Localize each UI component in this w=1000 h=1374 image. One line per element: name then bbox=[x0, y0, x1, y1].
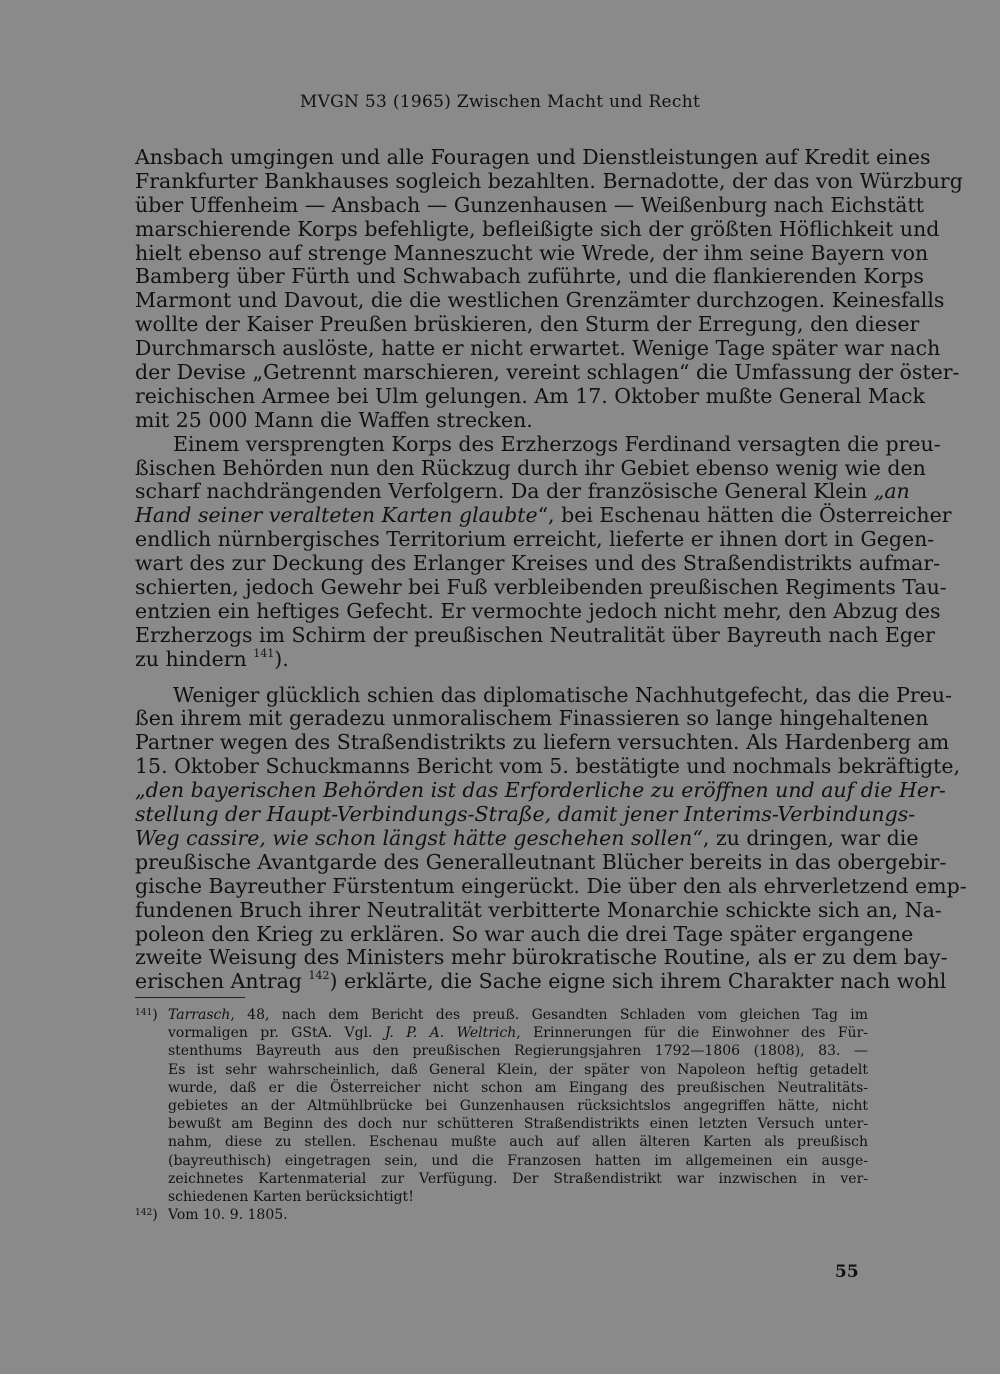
text-line: schierten, jedoch Gewehr bei Fuß verbleibenden preußischen Regiments Tau- bbox=[135, 575, 947, 600]
paragraph bbox=[135, 431, 952, 672]
footnote-line bbox=[135, 1024, 868, 1042]
italic-quote: Weg cassire, wie schon längst hätte geschehen sollen“ bbox=[135, 825, 703, 850]
text-line: ßen ihrem mit geradezu unmoralischem Finassieren so lange hingehaltenen bbox=[135, 706, 929, 731]
footnote-line: (bayreuthisch) eingetragen sein, und die Franzosen hatten im allgemeinen ein ausge- bbox=[168, 1152, 868, 1169]
footnote-number: $^{141}$) bbox=[135, 1007, 158, 1023]
footnote-line: stenthums Bayreuth aus den preußischen Regierungsjahren 1792—1806 (1808), 83. — bbox=[168, 1043, 868, 1060]
text-line: der Devise „Getrennt marschieren, vereint schlagen“ die Umfassung der öster- bbox=[135, 360, 960, 385]
text-span: zu hindern bbox=[135, 646, 247, 671]
text-line: Durchmarsch auslöste, hatte er nicht erwartet. Wenige Tage später war nach bbox=[135, 336, 941, 361]
italic-quote-line: stellung der Haupt-Verbindungs-Straße, damit jener Interims-Verbindungs- bbox=[135, 802, 916, 827]
text-span: scharf nachdrängenden Verfolgern. Da der französische General Klein bbox=[135, 479, 868, 504]
text-line: wollte der Kaiser Preußen brüskieren, den Sturm der Erregung, den dieser bbox=[135, 312, 920, 337]
text-line: über Uffenheim — Ansbach — Gunzenhausen — Weißenburg nach Eichstätt bbox=[135, 192, 924, 217]
footnotes bbox=[135, 1006, 868, 1224]
footnote-line: wurde, daß er die Österreicher nicht schon am Eingang des preußischen Neutralitäts- bbox=[168, 1079, 868, 1096]
text-line: Bamberg über Fürth und Schwabach zuführte, und die flankierenden Korps bbox=[135, 264, 924, 289]
text-line: fundenen Bruch ihrer Neutralität verbitterte Monarchie schickte sich an, Na- bbox=[135, 897, 942, 922]
paragraph bbox=[135, 682, 967, 995]
footnote-ref[interactable]: 142 bbox=[308, 969, 330, 983]
text-line: gische Bayreuther Fürstentum eingerückt. Die über den als ehrverletzend emp- bbox=[135, 873, 967, 898]
footnote-number-text: 141 bbox=[135, 1008, 153, 1018]
text-line: Einem versprengten Korps des Erzherzogs Ferdinand versagten die preu- bbox=[173, 431, 941, 456]
footnote-line: schiedenen Karten berücksichtigt! bbox=[168, 1188, 414, 1205]
text-line: wart des zur Deckung des Erlanger Kreises und des Straßendistrikts aufmar- bbox=[135, 551, 941, 576]
footnote-line: zeichnetes Kartenmaterial zur Verfügung. Der Straßendistrikt war inzwischen in ver- bbox=[168, 1170, 868, 1187]
text-line: reichischen Armee bei Ulm gelungen. Am 17. Oktober mußte General Mack bbox=[135, 383, 925, 408]
text-span: vormaligen pr. GStA. Vgl. bbox=[168, 1025, 373, 1042]
footnote-line: bewußt am Beginn des doch nur schütteren Straßendistrikts einen letzten Versuch unter- bbox=[168, 1116, 868, 1133]
text-line bbox=[135, 503, 952, 528]
text-line bbox=[135, 479, 910, 504]
text-line: ßischen Behörden nun den Rückzug durch ihr Gebiet ebenso wenig wie den bbox=[135, 455, 926, 480]
footnote-line: Es ist sehr wahrscheinlich, daß General Klein, der später von Napoleon heftig getadelt bbox=[168, 1061, 868, 1078]
text-line: Frankfurter Bankhauses sogleich bezahlten. Bernadotte, der das von Würzburg bbox=[135, 168, 963, 193]
footnote-separator bbox=[135, 997, 245, 998]
italic-quote: Hand seiner veralteten Karten glaubte bbox=[135, 503, 538, 528]
text-line: entzien ein heftiges Gefecht. Er vermochte jedoch nicht mehr, den Abzug des bbox=[135, 598, 941, 623]
text-line bbox=[135, 969, 947, 994]
running-head: MVGN 53 (1965) Zwischen Macht und Recht bbox=[299, 92, 701, 112]
text-line: endlich nürnbergisches Territorium erreicht, lieferte er ihnen dort in Gegen- bbox=[135, 527, 935, 552]
text-line: mit 25 000 Mann die Waffen strecken. bbox=[135, 407, 533, 432]
text-line: preußische Avantgarde des Generalleutnant Blücher bereits in das obergebir- bbox=[135, 849, 947, 874]
text-line: Weniger glücklich schien das diplomatische Nachhutgefecht, das die Preu- bbox=[173, 682, 952, 707]
text-line: poleon den Krieg zu erklären. So war auch die drei Tage später ergangene bbox=[135, 921, 914, 946]
text-span: , 48, nach dem Bericht des preuß. Gesandten Schladen vom gleichen Tag im bbox=[230, 1007, 868, 1023]
footnote-number: $^{142}$) bbox=[135, 1207, 158, 1224]
footnote-ref[interactable]: 141 bbox=[253, 646, 275, 660]
text-span: Vom 10. 9. 1805. bbox=[168, 1207, 288, 1224]
paragraph-gap bbox=[135, 672, 868, 684]
text-span: erischen Antrag bbox=[135, 969, 302, 994]
paragraph bbox=[135, 145, 963, 433]
footnote-line bbox=[135, 1206, 868, 1224]
footnote-line: gebietes an der Altmühlbrücke bei Gunzenhausen rücksichtslos angegriffen hätte, nicht bbox=[168, 1097, 868, 1114]
author-name: J. P. A. Weltrich bbox=[384, 1025, 517, 1042]
text-line: Erzherzogs im Schirm der preußischen Neutralität über Bayreuth nach Eger bbox=[135, 622, 935, 647]
author-name: Tarrasch bbox=[168, 1007, 231, 1023]
footnote-line: nahm, diese zu stellen. Eschenau mußte auch auf allen älteren Karten als preußisch bbox=[168, 1134, 868, 1151]
text-line: zweite Weisung des Ministers mehr bürokratische Routine, als er zu dem bay- bbox=[135, 945, 948, 970]
text-line: 15. Oktober Schuckmanns Bericht vom 5. bestätigte und nochmals bekräftigte, bbox=[135, 754, 961, 779]
text-span: “, bei Eschenau hätten die Österreicher bbox=[537, 503, 952, 528]
text-line: Marmont und Davout, die die westlichen Grenzämter durchzogen. Keinesfalls bbox=[135, 288, 945, 313]
text-line bbox=[135, 648, 868, 672]
page-number: 55 bbox=[835, 1262, 859, 1282]
text-line bbox=[135, 825, 919, 851]
italic-quote-line: „den bayerischen Behörden ist das Erforderliche zu eröffnen und auf die Her- bbox=[135, 778, 946, 803]
text-line: hielt ebenso auf strenge Manneszucht wie Wrede, der ihm seine Bayern von bbox=[135, 240, 929, 265]
footnote bbox=[135, 1006, 868, 1206]
footnote-number-text: 142 bbox=[135, 1208, 153, 1219]
text-span: , Erinnerungen für die Einwohner des Für- bbox=[516, 1025, 868, 1042]
text-line: Partner wegen des Straßendistrikts zu liefern versuchten. Als Hardenberg am bbox=[135, 730, 950, 755]
text-line: marschierende Korps befehligte, befleißigte sich der größten Höflichkeit und bbox=[135, 216, 940, 241]
italic-quote: „an bbox=[873, 479, 910, 504]
text-line: Ansbach umgingen und alle Fouragen und Dienstleistungen auf Kredit eines bbox=[135, 145, 931, 169]
footnote bbox=[135, 1206, 868, 1224]
footnote-line bbox=[135, 1006, 868, 1024]
body-text bbox=[135, 145, 967, 994]
text-span: ) erklärte, die Sache eigne sich ihrem Charakter nach wohl bbox=[329, 969, 947, 994]
text-span: ). bbox=[274, 646, 289, 671]
text-span: , zu dringen, war die bbox=[702, 825, 919, 850]
